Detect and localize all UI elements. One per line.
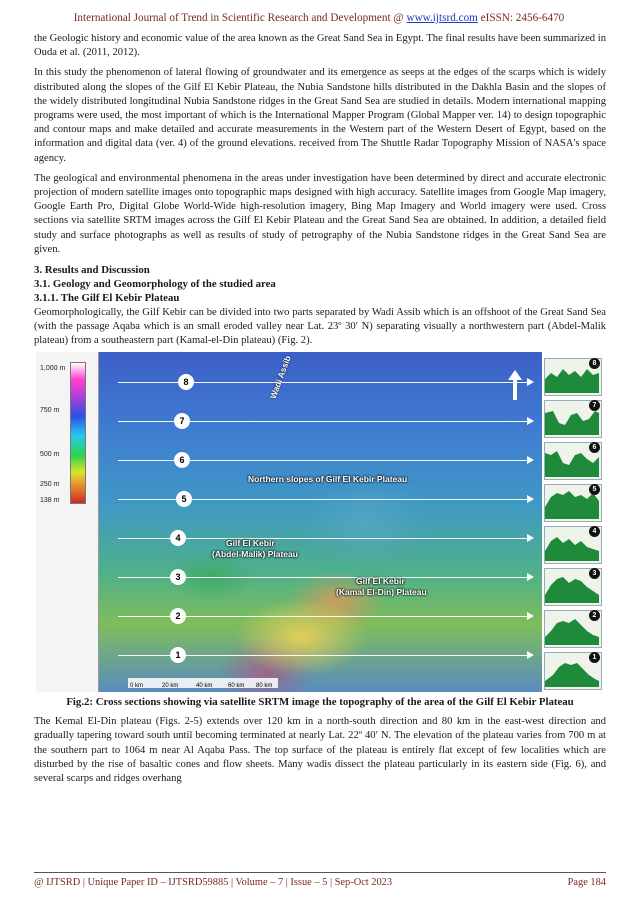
srtm-map (98, 352, 538, 692)
abdel-malik-label-line2: (Abdel-Malik) Plateau (212, 549, 298, 560)
legend-tick: 138 m (40, 497, 60, 505)
scale-tick: 60 km (228, 683, 245, 690)
section-number-5: 5 (176, 491, 192, 507)
profile-panel-2 (542, 608, 602, 648)
north-arrow-icon (508, 370, 522, 400)
paragraph-gilf-intro: Geomorphologically, the Gilf Kebir can be divided into two parts separated by Wadi Assib which is an offshoot of the Great Sand Sea (with the passage Aqaba which is an small eroded valley near Lat. 23º 30′ N) separating visually a northwestern part (Abdel-Malik plateau) from a southeastern part (Kamal-el-Din plateau) (Fig. 2). (34, 306, 606, 347)
section-number-8: 8 (178, 374, 194, 390)
section-number-6: 6 (174, 452, 190, 468)
profile-badge: 5 (589, 484, 600, 495)
paragraph-kemal: The Kemal El-Din plateau (Figs. 2-5) extends over 120 km in a north-south direction and 80 km in the east-west direction and gradually tapering toward south until becoming terminated at nearly Lat. 22º 40′ N. The elevation of the plateau varies from 700 m at the southern part to 1064 m near Al Aqaba Pass. The top surface of the plateau is entirely flat except of few localities which are disturbed by the rise of basaltic cones and flow sheets. Many wadis dissect the plateau particularly in its eastern side (Fig. 6), and several scarps and ridges overhang (34, 716, 606, 785)
profile-badge: 4 (589, 526, 600, 537)
section-heading-results: 3. Results and Discussion (34, 264, 150, 277)
profile-panel-6 (542, 440, 602, 480)
subsubsection-heading-gilf: 3.1.1. The Gilf El Kebir Plateau (34, 292, 180, 305)
map-scale-bar (128, 678, 278, 688)
paragraph-3: The geological and environmental phenomena in the areas under investigation have been determined by direct and accurate electronic projection of modern satellite images onto topographic maps designed with high accuracy. Satellite images from Google Map imagery, Google Earth Pro, Digital Globe World-Wide high-resolution imagery, Bing Map Imagery and World imagery were used. Cross sections via satellite SRTM images across the Gilf El Kebir Plateau and the Great Sand Sea are obtained. In addition, a detailed field study and surface photographs as well as results of study of petrography of the Nubia Sandstone ridges in the Great Sand Sea are given. (34, 172, 606, 255)
paragraph-2: In this study the phenomenon of lateral flowing of groundwater and its emergence as seeps at the edges of the scarps which is widely distributed along the slopes of the Gilf El Kebir Plateau, the Nubia Sandstone hills distributed in the Dakhla Basin and the slopes of the widely distributed longitudinal Nubia Sandstone ridges in the Great Sand Sea are studied in details. Modern international mapping programs were used, the most important of which is the International Mapper Program (Global Mapper ver. 14) to design topographic and contour maps and make detailed and accurate measurements in the Western part of the Western Desert of Egypt, based on the information and digital data (ver. 4) of the ground elevations. received from The Shuttle Radar Topography Mission of NASA's space agency. (34, 67, 606, 164)
scale-tick: 20 km (162, 683, 179, 690)
wadi-assib-label: Wadi Assib (267, 354, 293, 401)
abdel-malik-label-line1: Gilf El Kebir (226, 538, 275, 549)
legend-tick: 250 m (40, 481, 60, 489)
profile-badge: 3 (589, 568, 600, 579)
legend-tick: 500 m (40, 451, 60, 459)
northern-slopes-label: Northern slopes of Gilf El Kebir Plateau (248, 474, 408, 485)
profile-panel-7 (542, 398, 602, 438)
profile-panel-1 (542, 650, 602, 690)
page-number: Page 184 (567, 877, 606, 888)
profile-badge: 8 (589, 358, 600, 369)
profile-badge: 1 (589, 652, 600, 663)
running-header (0, 12, 638, 24)
profile-panel-4 (542, 524, 602, 564)
profile-panel-3 (542, 566, 602, 606)
figure-2 (36, 352, 602, 692)
profile-badge: 2 (589, 610, 600, 621)
section-number-1: 1 (170, 647, 186, 663)
scale-tick: 80 km (256, 683, 273, 690)
section-number-7: 7 (174, 413, 190, 429)
page-body (34, 32, 606, 786)
profile-panel-5 (542, 482, 602, 522)
profile-badge: 7 (589, 400, 600, 411)
section-number-3: 3 (170, 569, 186, 585)
legend-tick: 1,000 m (40, 365, 66, 373)
figure-caption: Fig.2: Cross sections showing via satellite SRTM image the topography of the area of the Gilf El Kebir Plateau (66, 696, 574, 709)
page-footer (34, 872, 606, 888)
journal-issn: eISSN: 2456-6470 (480, 12, 565, 24)
scale-tick: 40 km (196, 683, 213, 690)
profile-panel-8 (542, 356, 602, 396)
journal-site-link[interactable]: www.ijtsrd.com (406, 12, 478, 24)
legend-tick: 750 m (40, 407, 60, 415)
profile-badge: 6 (589, 442, 600, 453)
subsection-heading-geology: 3.1. Geology and Geomorphology of the studied area (34, 278, 276, 291)
section-number-4: 4 (170, 530, 186, 546)
kamal-label-line1: Gilf El Kebir (356, 576, 405, 587)
journal-name: International Journal of Trend in Scientific Research and Development @ (73, 12, 404, 24)
scale-tick: 0 km (130, 683, 144, 690)
section-number-2: 2 (170, 608, 186, 624)
cross-section-profiles (542, 352, 602, 692)
kamal-label-line2: (Kamal El-Din) Plateau (336, 587, 427, 598)
elevation-legend (36, 352, 99, 692)
paragraph-1: the Geologic history and economic value of the area known as the Great Sand Sea in Egypt. The final results have been summarized in Ouda et al. (2011, 2012). (34, 33, 606, 59)
elevation-color-bar (70, 362, 86, 504)
footer-info: @ IJTSRD | Unique Paper ID – IJTSRD59885 | Volume – 7 | Issue – 5 | Sep-Oct 2023 (34, 877, 393, 888)
